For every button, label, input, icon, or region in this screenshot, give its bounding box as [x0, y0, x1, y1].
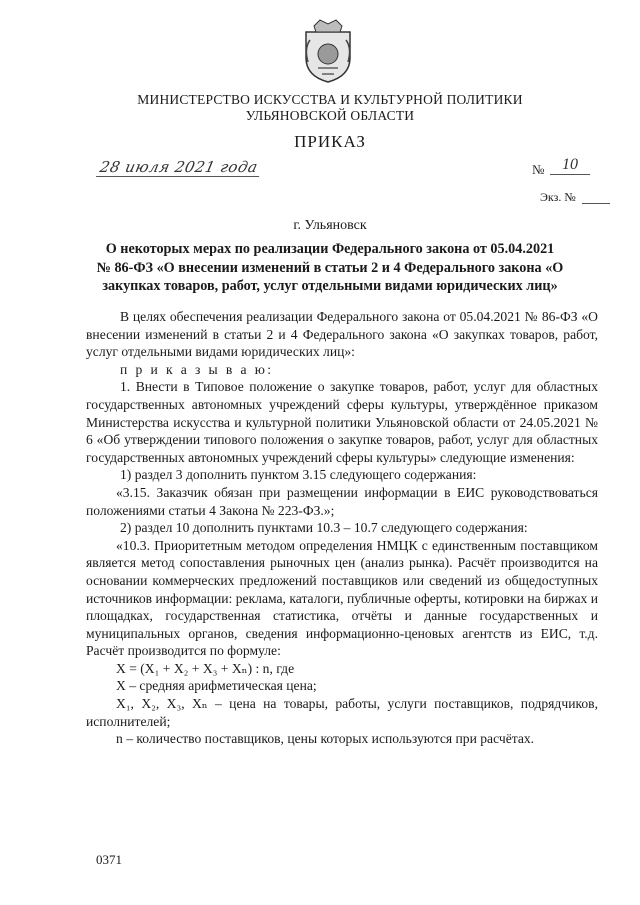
formula: X = (X₁ + X₂ + X₃ + Xₙ) : n, где	[116, 660, 295, 676]
definition-x: X – средняя арифметическая цена;	[116, 678, 317, 694]
item-1: 1. Внести в Типовое положение о закупке товаров, работ, услуг для областных государственных автономных учреждений сферы культуры, утверждённое приказом Министерства искусства и культурной политики Ульяновской области от 24.05.2021 № 6 «Об утверждении типового положения о закупке товаров, работ, услуг для областных государственных автономных учреждений сферы культуры» следующие изменения:	[86, 379, 598, 465]
order-word: п р и к а з ы в а ю:	[120, 361, 274, 377]
order-heading	[60, 240, 600, 296]
intro-paragraph: В целях обеспечения реализации Федерального закона от 05.04.2021 № 86-ФЗ «О внесении изменений в статьи 2 и 4 Федерального закона «О закупках товаров, работ, услуг отдельными видами юридических лиц»:	[86, 309, 598, 360]
copy-number-label: Экз. №	[540, 190, 576, 204]
subitem-1: 1) раздел 3 дополнить пунктом 3.15 следующего содержания:	[120, 467, 477, 483]
page-code: 0371	[96, 852, 122, 867]
heading-line2: № 86-ФЗ «О внесении изменений в статьи 2 и 4 Федерального закона «О	[96, 259, 564, 276]
subitem-2: 2) раздел 10 дополнить пунктами 10.3 – 10.7 следующего содержания:	[120, 520, 528, 536]
definition-xi: X₁, X₂, X₃, Xₙ – цена на товары, работы, услуги поставщиков, подрядчиков, исполнителей;	[86, 696, 598, 729]
heading-line3: закупках товаров, работ, услуг отдельными видами юридических лиц»	[102, 278, 558, 294]
order-date: 28 июля 2021 года	[96, 158, 264, 177]
ministry-name-line1: МИНИСТЕРСТВО ИСКУССТВА И КУЛЬТУРНОЙ ПОЛИТИКИ	[137, 92, 523, 107]
heading-line1: О некоторых мерах по реализации Федерального закона от 05.04.2021	[105, 241, 555, 257]
order-number-label: №	[532, 162, 545, 177]
city: г. Ульяновск	[293, 218, 367, 233]
coat-of-arms-icon	[300, 18, 356, 84]
ministry-name-line2: УЛЬЯНОВСКОЙ ОБЛАСТИ	[245, 108, 415, 123]
quote-3-15: «3.15. Заказчик обязан при размещении информации в ЕИС руководствоваться положениями статьи 4 Закона № 223-ФЗ.»;	[86, 484, 598, 518]
order-body	[86, 308, 598, 748]
order-title: ПРИКАЗ	[294, 132, 366, 151]
quote-10-3: «10.3. Приоритетным методом определения НМЦК с единственным поставщиком является метод сопоставления рыночных цен (анализ рынка). Расчёт производится на основании коммерческих предложений поставщиков или сведений из общедоступных источников информации: реклама, каталоги, публичные оферты, котировки на биржах и площадках, государственная статистика, отчёты и данные государственных и муниципальных органов, сведения информационно-ценовых агентств из ЕИС, т.д. Расчёт производится по формуле:	[86, 537, 598, 659]
order-number-value: 10	[550, 156, 590, 175]
definition-n: n – количество поставщиков, цены которых используются при расчётах.	[116, 731, 535, 747]
copy-number-blank	[582, 203, 610, 204]
